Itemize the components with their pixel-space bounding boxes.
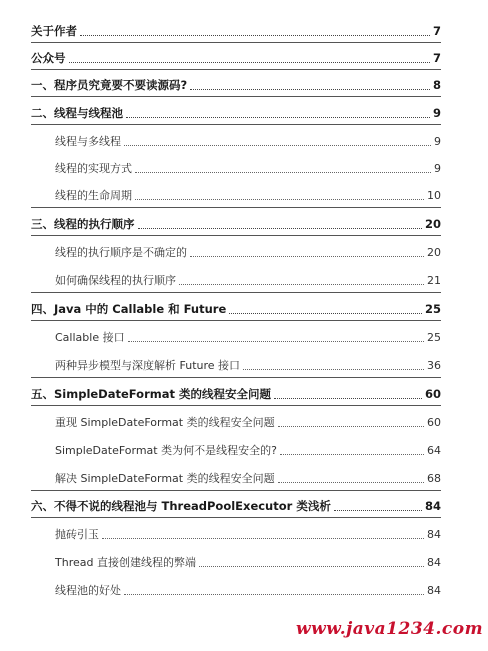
toc-entry-page: 68 [427,472,441,485]
divider [31,292,441,293]
toc-entry[interactable] [31,498,441,514]
divider [31,124,441,125]
leader-dots [334,509,422,511]
toc-entry[interactable] [55,442,441,458]
toc-entry-page: 60 [424,387,441,401]
toc-entry[interactable] [55,160,441,176]
toc-entry[interactable] [31,50,441,66]
toc-entry-title: SimpleDateFormat 类为何不是线程安全的? [55,444,277,457]
toc-entry[interactable] [55,554,441,570]
toc-entry-page: 20 [424,217,441,231]
divider [31,235,441,236]
toc-entry-page: 64 [427,444,441,457]
toc-entry-title: 五、SimpleDateFormat 类的线程安全问题 [31,387,271,401]
toc-entry[interactable] [55,272,441,288]
toc-entry-page: 84 [427,528,441,541]
leader-dots [278,481,424,483]
toc-entry-title: 公众号 [31,51,66,65]
leader-dots [69,61,430,63]
toc-entry-title: 抛砖引玉 [55,528,99,541]
leader-dots [102,537,424,539]
toc-entry[interactable] [55,133,441,149]
toc-entry-title: 四、Java 中的 Callable 和 Future [31,302,227,316]
leader-dots [179,283,424,285]
toc-entry-page: 9 [434,135,441,148]
toc-entry-page: 25 [427,331,441,344]
toc-entry-page: 84 [424,499,441,513]
leader-dots [229,312,422,314]
toc-entry[interactable] [55,526,441,542]
toc-entry[interactable] [55,244,441,260]
toc-entry-title: 线程池的好处 [55,584,121,597]
toc-entry-page: 84 [427,584,441,597]
toc-entry-title: 六、不得不说的线程池与 ThreadPoolExecutor 类浅析 [31,499,331,513]
toc-entry[interactable] [31,105,441,121]
toc-entry-page: 7 [432,24,441,38]
toc-entry[interactable] [31,301,441,317]
leader-dots [128,340,424,342]
toc-entry[interactable] [55,414,441,430]
leader-dots [135,171,431,173]
leader-dots [80,34,430,36]
toc-entry-page: 8 [432,78,441,92]
leader-dots [124,593,424,595]
toc-entry-title: 一、程序员究竟要不要读源码? [31,78,188,92]
toc-entry-page: 9 [434,162,441,175]
leader-dots [243,368,424,370]
toc-entry-title: 线程的实现方式 [55,162,132,175]
toc-entry-page: 9 [432,106,441,120]
toc-entry[interactable] [55,357,441,373]
toc-entry-title: 二、线程与线程池 [31,106,123,120]
toc-entry[interactable] [55,187,441,203]
toc-entry-page: 21 [427,274,441,287]
toc-entry-title: 解决 SimpleDateFormat 类的线程安全问题 [55,472,275,485]
divider [31,96,441,97]
leader-dots [126,116,430,118]
divider [31,69,441,70]
leader-dots [199,565,424,567]
leader-dots [280,453,424,455]
divider [31,207,441,208]
toc-entry-title: 三、线程的执行顺序 [31,217,135,231]
watermark: www.java1234.com [296,619,484,639]
toc-entry-title: 如何确保线程的执行顺序 [55,274,176,287]
toc-entry-page: 25 [424,302,441,316]
divider [31,405,441,406]
toc-entry-title: Callable 接口 [55,331,125,344]
toc-entry-page: 7 [432,51,441,65]
toc-entry[interactable] [55,329,441,345]
divider [31,320,441,321]
leader-dots [190,255,424,257]
leader-dots [135,198,424,200]
divider [31,490,441,491]
toc-entry[interactable] [31,216,441,232]
toc-entry-title: 线程与多线程 [55,135,121,148]
toc-entry-title: Thread 直接创建线程的弊端 [55,556,196,569]
toc-entry-page: 10 [427,189,441,202]
toc-entry[interactable] [55,582,441,598]
toc-entry-title: 关于作者 [31,24,77,38]
toc-entry[interactable] [31,23,441,39]
toc-entry-page: 84 [427,556,441,569]
divider [31,42,441,43]
toc-entry-page: 60 [427,416,441,429]
leader-dots [278,425,424,427]
toc-entry-title: 线程的生命周期 [55,189,132,202]
toc-entry-title: 重现 SimpleDateFormat 类的线程安全问题 [55,416,275,429]
toc-entry-page: 36 [427,359,441,372]
divider [31,377,441,378]
leader-dots [274,397,422,399]
leader-dots [138,227,422,229]
toc-entry[interactable] [55,470,441,486]
divider [31,517,441,518]
leader-dots [190,88,430,90]
toc-entry-page: 20 [427,246,441,259]
toc-entry-title: 两种异步模型与深度解析 Future 接口 [55,359,241,372]
leader-dots [124,144,431,146]
toc-entry[interactable] [31,77,441,93]
toc-entry-title: 线程的执行顺序是不确定的 [55,246,187,259]
toc-entry[interactable] [31,386,441,402]
